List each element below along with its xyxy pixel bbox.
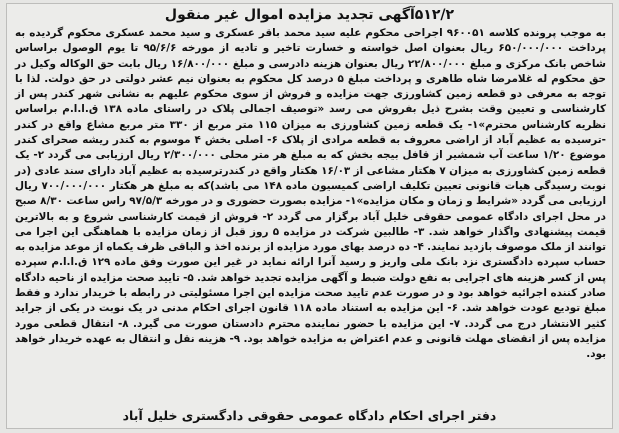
notice-footer: دفتر اجرای احکام دادگاه عمومی حقوقی دادگستری خلیل آباد [122, 408, 497, 423]
notice-title: ۵۱۲/۲آگهی تجدید مزایده اموال غیر منقول [164, 7, 455, 23]
notice-body: به موجب پرونده کلاسه ۹۶۰۰۵۱ اجراحی محکوم علیه سید محمد باقر عسکری و سید محمد عسکری محکوم گردیده به پرداخت ۶۵۰/۰۰۰/۰۰۰ ریال بعنوان اصل خواسته و خسارت تاخیر و تادیه از مورخه ۹۵/۶/۶ تا یوم الوصول براساس شاخص بانک مرکزی و مبلغ ۲۲/۸۰۰/۰۰۰ ریال بعنوان هزینه دادرسی و مبلغ ۱۶/۸۰۰/۰۰۰ ریال بابت حق الوکاله وکیل در حق محکوم له غلامرضا شاه طاهری و پرداخت مبلغ ۵ درصد کل محکوم به بعنوان نیم عشر دولتی در حق دولت. لذا با توجه به معرفی دو قطعه زمین کشاورزی جهت مزایده و فروش از سوی محکوم علیهم به نشانی شهر کندر پس از کارشناسی و تعیین وقت بشرح ذیل بفروش می رسد «توصیف اجمالی پلاک در راستای ماده ۱۳۸ ق.ا.ا.م براساس نظریه کارشناس محترم»۱- یک قطعه زمین کشاورزی به میزان ۱۱۵ متر مربع از ۳۳۰ متر مربع مشاع واقع در کندر -ترسیده به عظیم آباد از اراضی معروف به قطعه مرادی از پلاک ۶- اصلی بخش ۴ موسوم به کندر ریشه صحرای کندر موضوع ۱/۲۰ ساعت آب شمشیر از قافل بیجه بخش که به مبلغ هر متر محلی ۲/۳۰۰/۰۰۰ ریال ارزیابی می گردد ۲- یک قطعه زمین کشاورزی به میزان ۷ هکتار مشاعی از ۱۶/۰۳ هکتار واقع در کندرترسیده به عظیم آباد دارای سند عادی (در نوبت رسیدگی هیات قانونی تعیین تکلیف اراضی کمیسیون ماده ۱۴۸ می باشد)که به مبلغ هر هکتار ۷۰۰/۰۰۰/۰۰۰ ریال ارزیابی می گردد «شرایط و زمان و مکان مزایده»۱- مزایده بصورت حضوری و در مورخه ۹۷/۵/۳ راس ساعت ۸/۳۰ صبح در محل اجرای دادگاه عمومی حقوقی خلیل آباد برگزار می گردد ۲- فروش از قیمت کارشناسی شروع و به بالاترین قیمت پیشنهادی واگذار خواهد شد. ۳- طالبین شرکت در مزایده ۵ روز قبل از زمان مزایده با هماهنگی این اجرا می توانند از ملک موصوف بازدید نمایند. ۴- ده درصد بهای مورد مزایده از برنده اخذ و الباقی ظرف یکماه از موعد مزایده به حساب سپرده دادگستری نزد بانک ملی واریز و رسید آنرا ارائه نماید در غیر این صورت وفق ماده ۱۲۹ ق.ا.ا.م سپرده پس از کسر هزینه های اجرایی به نفع دولت ضبط و آگهی مزایده تجدید خواهد شد. ۵- تایید صحت مزایده از ناحیه دادگاه صادر کننده اجرائیه خواهد بود و در صورت عدم تایید صحت مزایده این اجرا مسئولیتی در رابطه با خریدار ندارد و فقط مبلغ تودیع عودت خواهد شد. ۶- این مزایده به استناد ماده ۱۱۸ قانون اجرای احکام مدنی در یک نوبت در یکی از جراید کثیر الانتشار درج می گردد. ۷- این مزایده با حضور نماینده محترم دادستان صورت می گیرد. ۸- انتقال قطعی مورد مزایده پس از انقضای مهلت قانونی و عدم اعتراض به مزایده خواهد بود. ۹- هزینه نقل و انتقال به عهده خریدار خواهد بود. [15, 27, 607, 361]
auction-notice [6, 3, 613, 429]
